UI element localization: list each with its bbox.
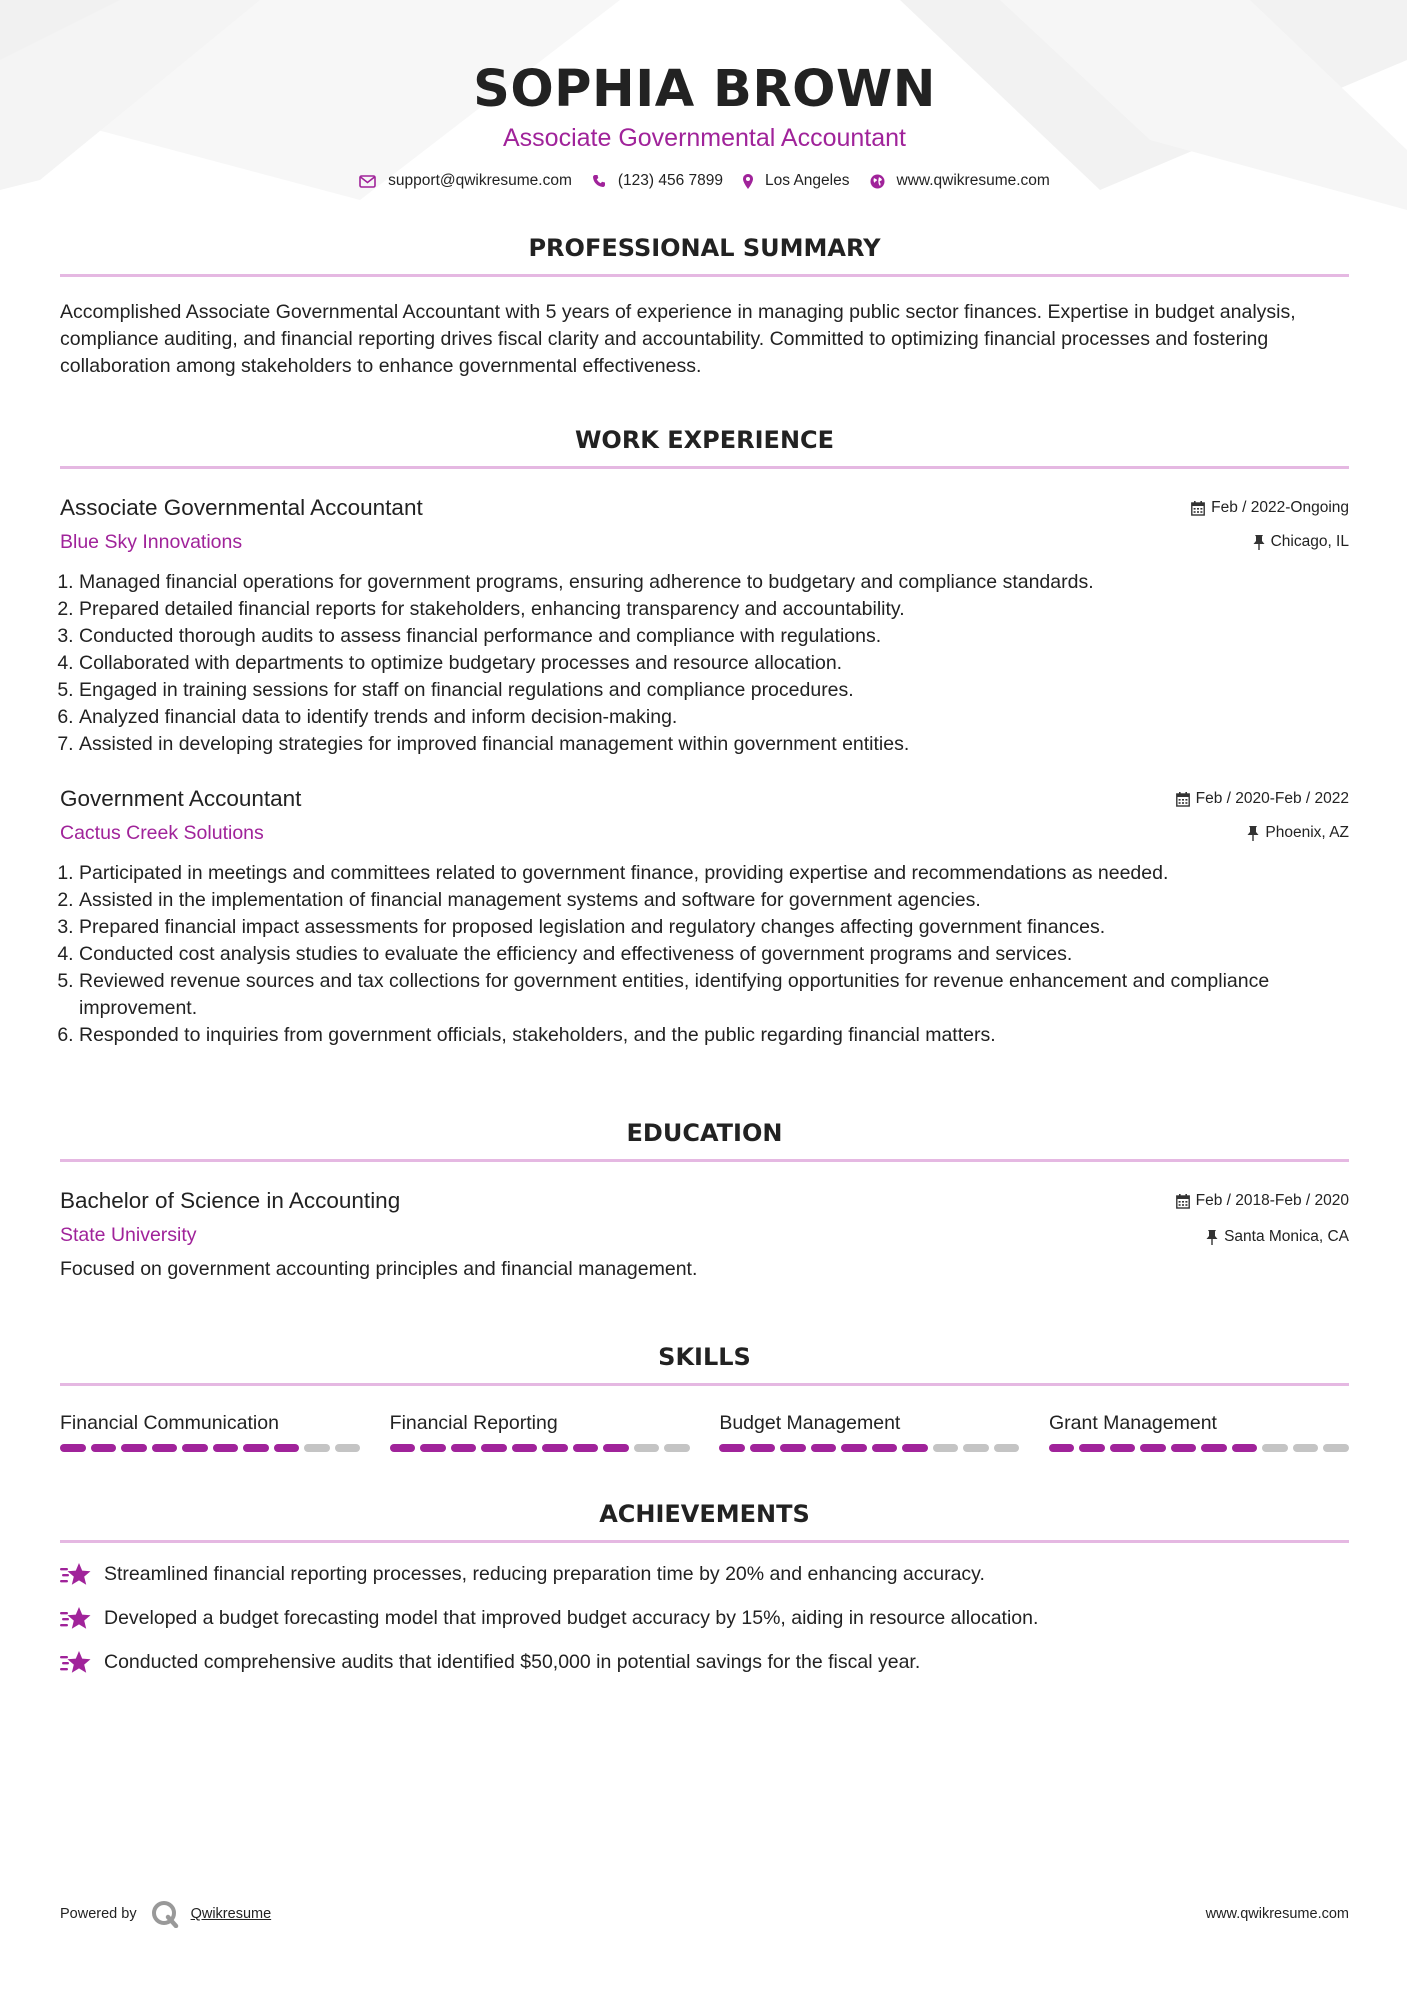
- job-location: [1176, 824, 1349, 842]
- skill-level-segment: [274, 1444, 300, 1452]
- list-item: 5. Reviewed revenue sources and tax collections for government entities, identifying opportunities for revenue enhancement and compliance improvement.: [79, 968, 1349, 1022]
- skill-level-segment: [1140, 1444, 1166, 1452]
- achievements-list: [60, 1561, 1349, 1676]
- skill-level-segment: [512, 1444, 538, 1452]
- email-text: support@qwikresume.com: [388, 172, 572, 189]
- job-entry: [60, 784, 1349, 1049]
- skill-level-segment: [121, 1444, 147, 1452]
- skill-level-segment: [841, 1444, 867, 1452]
- skill-name: Grant Management: [1048, 1412, 1217, 1434]
- skill-level-segment: [780, 1444, 806, 1452]
- skill-level-segment: [1171, 1444, 1197, 1452]
- list-item: 1. Managed financial operations for government programs, ensuring adherence to budgetary and compliance standards.: [79, 569, 1349, 596]
- phone-text: (123) 456 7899: [617, 172, 724, 189]
- calendar-icon: [1176, 1194, 1190, 1209]
- list-item: 3. Prepared financial impact assessments for proposed legislation and regulatory changes affecting government finances.: [79, 914, 1349, 941]
- resume-header: [60, 0, 1349, 190]
- skill-level-segment: [933, 1444, 959, 1452]
- list-item: 6. Responded to inquiries from government officials, stakeholders, and the public regarding financial matters.: [79, 1022, 1349, 1049]
- skill-level-segment: [1323, 1444, 1349, 1452]
- skill-level-segment: [304, 1444, 330, 1452]
- contact-bar: [60, 172, 1349, 190]
- skill-level-segment: [902, 1444, 928, 1452]
- school-name: State University: [60, 1224, 197, 1246]
- job-title: Government Accountant: [60, 786, 302, 811]
- skill-level-segment: [60, 1444, 86, 1452]
- achievement-text: Streamlined financial reporting processes, reducing preparation time by 20% and enhancing accuracy.: [104, 1563, 985, 1585]
- skill-level-segment: [1293, 1444, 1319, 1452]
- job-title: Associate Governmental Accountant: [60, 495, 423, 520]
- skills-heading: SKILLS: [658, 1343, 751, 1371]
- company-name: Cactus Creek Solutions: [60, 822, 264, 844]
- contact-email[interactable]: [359, 172, 572, 190]
- skill-level-segment: [664, 1444, 690, 1452]
- skill-item: [60, 1410, 360, 1452]
- list-item: 4. Collaborated with departments to optimize budgetary processes and resource allocation.: [79, 650, 1349, 677]
- list-item: 3. Conducted thorough audits to assess financial performance and compliance with regulations.: [79, 623, 1349, 650]
- skill-name: Financial Reporting: [389, 1412, 558, 1434]
- degree-title: Bachelor of Science in Accounting: [60, 1188, 401, 1213]
- qwikresume-logo: [151, 1900, 179, 1928]
- skill-level-segment: [1079, 1444, 1105, 1452]
- skill-level-segment: [719, 1444, 745, 1452]
- contact-website[interactable]: [870, 172, 1050, 190]
- star-icon: [60, 1650, 92, 1676]
- powered-by: [60, 1900, 271, 1928]
- phone-icon: [592, 174, 606, 188]
- brand-link[interactable]: Qwikresume: [190, 1906, 272, 1922]
- skill-level-segment: [420, 1444, 446, 1452]
- location-text: Phoenix, AZ: [1265, 824, 1349, 841]
- skill-level-segment: [1110, 1444, 1136, 1452]
- candidate-name: SOPHIA BROWN: [473, 60, 936, 119]
- education-description: Focused on government accounting principles and financial management.: [60, 1258, 698, 1280]
- achievement-text: Developed a budget forecasting model that improved budget accuracy by 15%, aiding in resource allocation.: [104, 1607, 1039, 1629]
- dates-text: Feb / 2022-Ongoing: [1211, 499, 1349, 516]
- star-icon: [60, 1562, 92, 1588]
- skill-level-segment: [603, 1444, 629, 1452]
- skill-level-segment: [573, 1444, 599, 1452]
- section-divider: [60, 274, 1349, 277]
- experience-heading: WORK EXPERIENCE: [574, 426, 835, 454]
- skill-level-segment: [994, 1444, 1020, 1452]
- list-item: 2. Prepared detailed financial reports for stakeholders, enhancing transparency and accountability.: [79, 596, 1349, 623]
- achievement-item: [60, 1649, 1349, 1676]
- section-divider: [60, 1540, 1349, 1543]
- skill-level-segment: [1049, 1444, 1075, 1452]
- skill-level-bar: [60, 1444, 360, 1452]
- education-dates: [1176, 1192, 1349, 1210]
- skill-level-segment: [152, 1444, 178, 1452]
- education-location: [1176, 1228, 1349, 1246]
- envelope-icon: [359, 175, 376, 188]
- skill-level-segment: [1262, 1444, 1288, 1452]
- page-footer: [60, 1900, 1349, 1928]
- dates-text: Feb / 2020-Feb / 2022: [1195, 790, 1349, 807]
- summary-heading: PROFESSIONAL SUMMARY: [528, 234, 881, 262]
- skill-level-segment: [451, 1444, 477, 1452]
- job-duties-list: [60, 569, 1349, 758]
- skill-level-segment: [481, 1444, 507, 1452]
- education-heading: EDUCATION: [626, 1119, 783, 1147]
- location-text: Santa Monica, CA: [1224, 1228, 1349, 1245]
- pin-icon: [1247, 826, 1259, 841]
- achievement-item: [60, 1605, 1349, 1632]
- section-divider: [60, 1383, 1349, 1386]
- resume-page: [60, 0, 1349, 1693]
- pin-icon: [1253, 535, 1265, 550]
- skill-item: [390, 1410, 690, 1452]
- skill-item: [1049, 1410, 1349, 1452]
- star-icon: [60, 1606, 92, 1632]
- skill-level-segment: [872, 1444, 898, 1452]
- calendar-icon: [1176, 792, 1190, 807]
- summary-text: Accomplished Associate Governmental Accountant with 5 years of experience in managing public sector finances. Expertise in budget analysis, compliance auditing, and financial reporting drives fiscal clarity and accountability. Committed to optimizing financial processes and fostering collaboration among stakeholders to enhance governmental effectiveness.: [60, 301, 1296, 377]
- job-location: [1191, 533, 1349, 551]
- section-divider: [60, 466, 1349, 469]
- calendar-icon: [1191, 501, 1205, 516]
- skill-level-segment: [91, 1444, 117, 1452]
- education-section: [60, 1117, 1349, 1283]
- skill-level-segment: [634, 1444, 660, 1452]
- map-marker-icon: [743, 174, 753, 189]
- education-entry: [60, 1186, 1349, 1283]
- skill-level-segment: [243, 1444, 269, 1452]
- experience-section: [60, 424, 1349, 1049]
- job-dates: [1191, 499, 1349, 517]
- list-item: 6. Analyzed financial data to identify trends and inform decision-making.: [79, 704, 1349, 731]
- list-item: 4. Conducted cost analysis studies to evaluate the efficiency and effectiveness of government programs and services.: [79, 941, 1349, 968]
- contact-phone[interactable]: [592, 172, 723, 190]
- summary-section: [60, 232, 1349, 380]
- achievements-heading: ACHIEVEMENTS: [599, 1500, 810, 1528]
- list-item: 2. Assisted in the implementation of financial management systems and software for government agencies.: [79, 887, 1349, 914]
- website-text: www.qwikresume.com: [896, 172, 1050, 189]
- list-item: 1. Participated in meetings and committees related to government finance, providing expertise and recommendations as needed.: [79, 860, 1349, 887]
- footer-website[interactable]: www.qwikresume.com: [1205, 1906, 1349, 1922]
- dates-text: Feb / 2018-Feb / 2020: [1195, 1192, 1349, 1209]
- location-text: Los Angeles: [765, 172, 850, 189]
- pin-icon: [1206, 1230, 1218, 1245]
- skill-level-segment: [1232, 1444, 1258, 1452]
- skill-level-bar: [390, 1444, 690, 1452]
- skill-level-segment: [182, 1444, 208, 1452]
- skill-level-bar: [719, 1444, 1019, 1452]
- skills-section: [60, 1341, 1349, 1452]
- skill-level-segment: [335, 1444, 361, 1452]
- skills-grid: [60, 1410, 1349, 1452]
- skill-name: Budget Management: [719, 1412, 901, 1434]
- skill-level-segment: [811, 1444, 837, 1452]
- section-divider: [60, 1159, 1349, 1162]
- skill-level-bar: [1049, 1444, 1349, 1452]
- job-duties-list: [60, 860, 1349, 1049]
- skill-level-segment: [750, 1444, 776, 1452]
- job-dates: [1176, 790, 1349, 808]
- skill-level-segment: [542, 1444, 568, 1452]
- job-entry: [60, 493, 1349, 758]
- candidate-title: Associate Governmental Accountant: [502, 124, 906, 152]
- skill-item: [719, 1410, 1019, 1452]
- globe-icon: [870, 174, 885, 189]
- list-item: 7. Assisted in developing strategies for improved financial management within government entities.: [79, 731, 1349, 758]
- list-item: 5. Engaged in training sessions for staff on financial regulations and compliance procedures.: [79, 677, 1349, 704]
- skill-name: Financial Communication: [60, 1412, 279, 1434]
- achievements-section: [60, 1498, 1349, 1676]
- skill-level-segment: [390, 1444, 416, 1452]
- powered-by-label: Powered by: [60, 1906, 137, 1922]
- skill-level-segment: [1201, 1444, 1227, 1452]
- contact-location: [743, 172, 849, 190]
- location-text: Chicago, IL: [1270, 533, 1349, 550]
- skill-level-segment: [963, 1444, 989, 1452]
- skill-level-segment: [213, 1444, 239, 1452]
- company-name: Blue Sky Innovations: [60, 531, 243, 553]
- achievement-text: Conducted comprehensive audits that identified $50,000 in potential savings for the fiscal year.: [104, 1651, 921, 1673]
- achievement-item: [60, 1561, 1349, 1588]
